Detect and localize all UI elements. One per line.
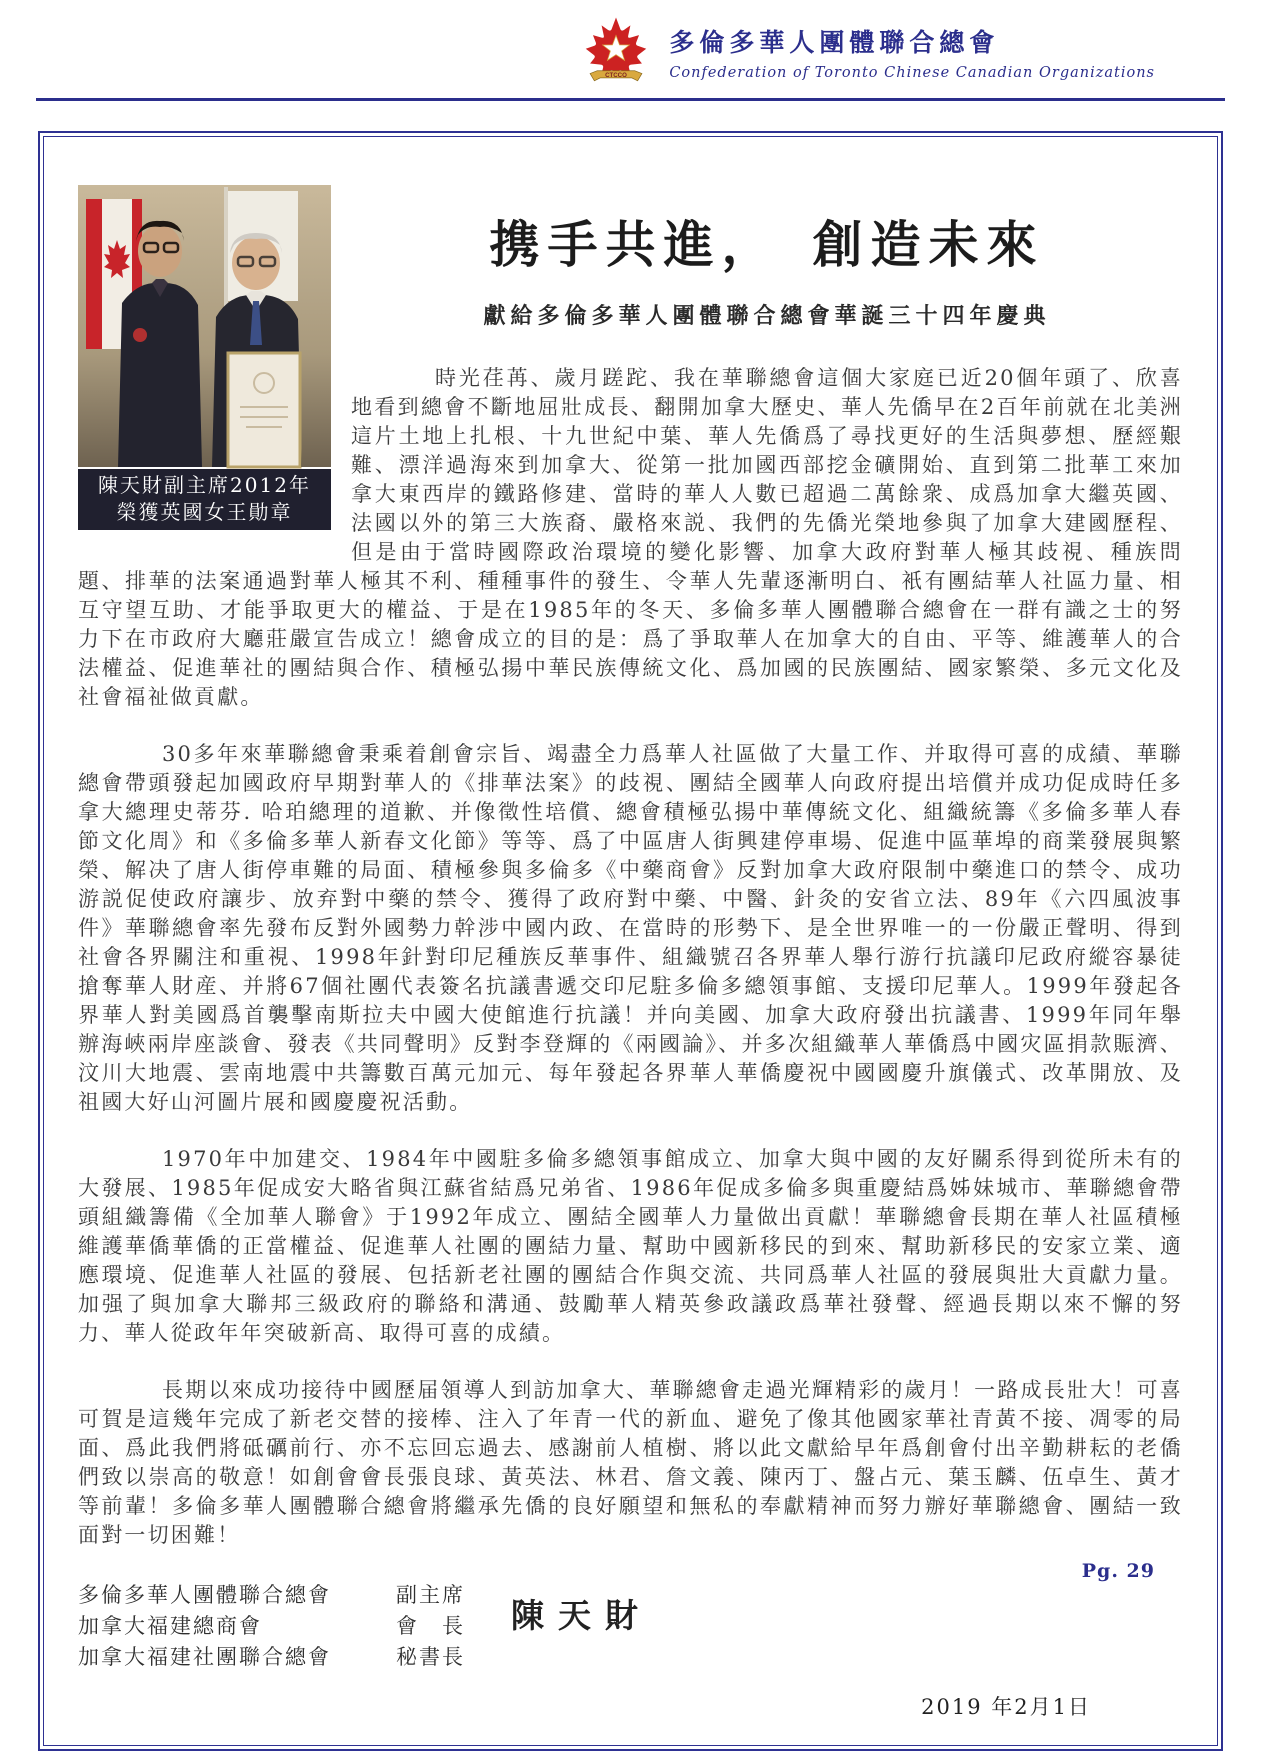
article-title: 携手共進， 創造未來 bbox=[489, 215, 1045, 274]
paragraph-3: 1970年中加建交、1984年中國駐多倫多總領事館成立、加拿大與中國的友好關系得到從所未有的大發展、1985年促成安大略省與江蘇省結爲兄弟省、1986年促成多倫多與重慶結爲姊妹城市、華聯總會帶頭組織籌備《全加華人聯會》于1992年成立、團結全國華人力量做出貢獻！華聯總會長期在華人社區積極維護華僑華僑的正當權益、促進華人社團的團結力量、幫助中國新移民的到來、幫助新移民的安家立業、適應環境、促進華人社區的發展、包括新老社團的團結合作與交流、共同爲華人社區的發展與壯大貢獻力量。加强了與加拿大聯邦三級政府的聯絡和溝通、鼓勵華人精英參政議政爲華社發聲、經過長期以來不懈的努力、華人從政年年突破新高、取得可喜的成績。 bbox=[78, 1147, 1183, 1345]
org-name-english: Confederation of Toronto Chinese Canadian Organizations bbox=[669, 65, 1155, 81]
award-photo bbox=[78, 185, 331, 467]
paragraph-4: 長期以來成功接待中國歷届領導人到訪加拿大、華聯總會走過光輝精彩的歲月！一路成長壯大！可喜可賀是這幾年完成了新老交替的接棒、注入了年青一代的新血、避免了像其他國家華社青黃不接、凋零的局面、爲此我們將砥礪前行、亦不忘回忘過去、感謝前人植樹、將以此文獻給早年爲創會付出辛勤耕耘的老僑們致以崇高的敬意！如創會會長張良球、黃英法、林君、詹文義、陳丙丁、盤占元、葉玉麟、伍卓生、黃才等前輩！多倫多華人團體聯合總會將繼承先僑的良好願望和無私的奉獻精神而努力辦好華聯總會、團結一致面對一切困難！ bbox=[78, 1378, 1183, 1547]
signature-row bbox=[78, 1580, 465, 1611]
page-number: Pg. 29 bbox=[1081, 1560, 1155, 1582]
award-photo-figure bbox=[78, 185, 331, 530]
paragraph-1: 時光荏苒、歲月蹉跎、我在華聯總會這個大家庭已近20個年頭了、欣喜地看到總會不斷地屈壯成長、翻開加拿大歷史、華人先僑早在2百年前就在北美洲這片土地上扎根、十九世紀中葉、華人先僑爲了尋找更好的生活與夢想、歷經艱難、漂洋過海來到加拿大、從第一批加國西部挖金礦開始、直到第二批華工來加拿大東西岸的鐵路修建、當時的華人人數已超過二萬餘衆、成爲加拿大繼英國、法國以外的第三大族裔、嚴格來説、我們的先僑光榮地參與了加拿大建國歷程、但是由于當時國際政治環境的變化影響、加拿大政府對華人極其歧視、種族問題、排華的法案通過對華人極其不利、種種事件的發生、令華人先輩逐漸明白、衹有團結華人社區力量、相互守望互助、才能爭取更大的權益、于是在1985年的冬天、多倫多華人團體聯合總會在一群有識之士的努力下在市政府大廳莊嚴宣告成立！總會成立的目的是：爲了爭取華人在加拿大的自由、平等、維護華人的合法權益、促進華社的團結與合作、積極弘揚中華民族傳統文化、爲加國的民族團結、國家繁榮、多元文化及社會福祉做貢獻。 bbox=[78, 366, 1183, 709]
article-subtitle: 獻給多倫多華人團體聯合總會華誕三十四年慶典 bbox=[483, 303, 1051, 329]
signature-block bbox=[78, 1580, 1183, 1673]
header-titles bbox=[669, 23, 1155, 81]
signature-role: 副主席 bbox=[396, 1583, 465, 1607]
header-divider bbox=[36, 98, 1225, 101]
article-border-inner bbox=[43, 136, 1218, 1746]
photo-caption-line1: 陳天財副主席2012年 bbox=[98, 473, 311, 497]
paragraph-2: 30多年來華聯總會秉乘着創會宗旨、竭盡全力爲華人社區做了大量工作、并取得可喜的成績、華聯總會帶頭發起加國政府早期對華人的《排華法案》的歧視、團結全國華人向政府提出培償并成功促成時任多拿大總理史蒂芬. 哈珀總理的道歉、并像徵性培償、總會積極弘揚中華傳統文化、組織統籌《多倫多華人春節文化周》和《多倫多華人新春文化節》等等、爲了中區唐人街興建停車場、促進中區華埠的商業發展與繁榮、解决了唐人街停車難的局面、積極參與多倫多《中藥商會》反對加拿大政府限制中藥進口的禁令、成功游説促使政府讓步、放弃對中藥的禁令、獲得了政府對中藥、中醫、針灸的安省立法、89年《六四風波事件》華聯總會率先發布反對外國勢力幹涉中國内政、在當時的形勢下、是全世界唯一的一份嚴正聲明、得到社會各界關注和重視、1998年針對印尼種族反華事件、組織號召各界華人舉行游行抗議印尼政府縱容暴徒搶奪華人財産、并將67個社團代表簽名抗議書遞交印尼駐多倫多總領事館、支援印尼華人。1999年發起各界華人對美國爲首襲擊南斯拉夫中國大使館進行抗議！并向美國、加拿大政府發出抗議書、1999年同年舉辦海峽兩岸座談會、發表《共同聲明》反對李登輝的《兩國論》、并多次組織華人華僑爲中國灾區捐款賑濟、汶川大地震、雲南地震中共籌數百萬元加元、每年發起各界華人華僑慶祝中國國慶升旗儀式、改革開放、及祖國大好山河圖片展和國慶慶祝活動。 bbox=[78, 742, 1183, 1114]
ctcco-maple-leaf-logo bbox=[577, 16, 655, 88]
signature-role: 秘書長 bbox=[396, 1645, 465, 1669]
photo-caption bbox=[78, 469, 331, 530]
article-border-outer bbox=[38, 131, 1223, 1751]
signature-name: 陳天財 bbox=[511, 1596, 652, 1635]
signature-org: 多倫多華人團體聯合總會 bbox=[78, 1583, 331, 1607]
signature-row bbox=[78, 1611, 465, 1642]
certificate bbox=[228, 353, 300, 467]
logo-banner-text: CTCCO bbox=[605, 71, 628, 79]
signature-date: 2019 年2月1日 bbox=[921, 1695, 1091, 1719]
signature-org-rows bbox=[78, 1580, 465, 1673]
photo-caption-line2: 榮獲英國女王勛章 bbox=[116, 500, 293, 524]
org-name-chinese: 多倫多華人團體聯合總會 bbox=[669, 28, 1000, 57]
signature-org: 加拿大福建社團聯合總會 bbox=[78, 1645, 331, 1669]
page-header bbox=[0, 0, 1261, 94]
signature-org: 加拿大福建總商會 bbox=[78, 1614, 262, 1638]
article-body bbox=[78, 364, 1183, 1550]
signature-row bbox=[78, 1642, 465, 1673]
signature-role: 會 長 bbox=[396, 1614, 465, 1638]
